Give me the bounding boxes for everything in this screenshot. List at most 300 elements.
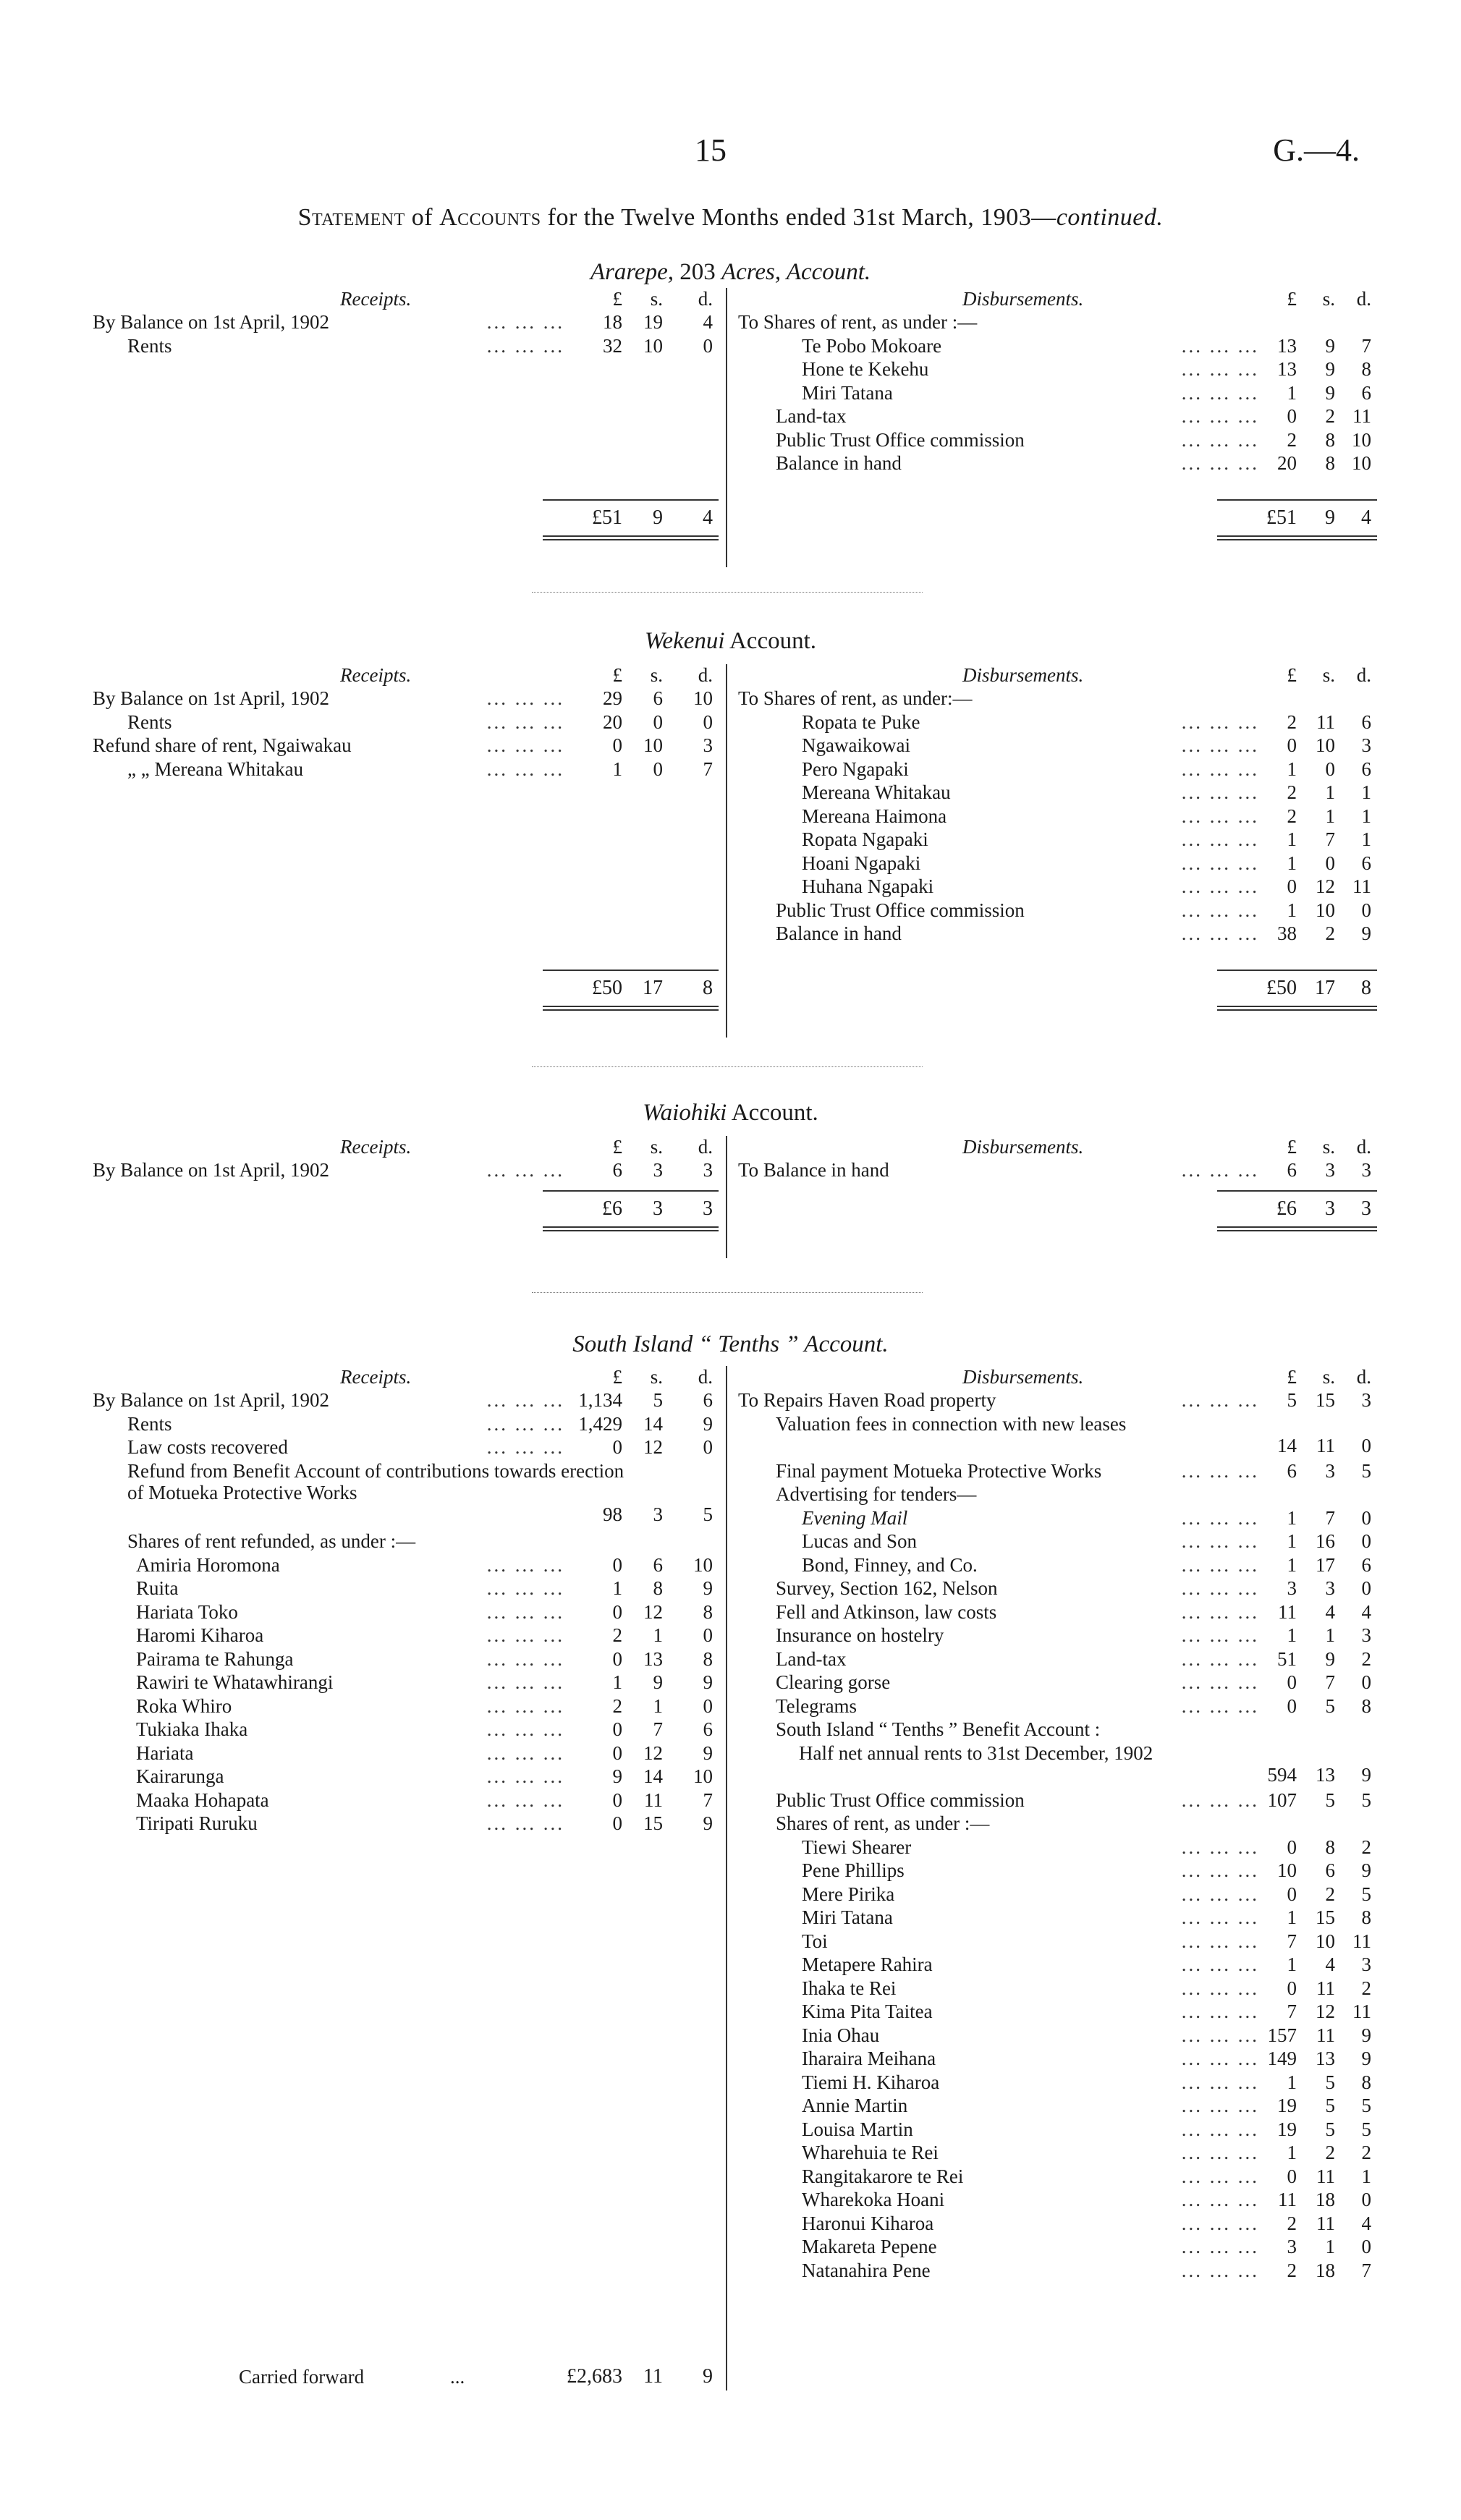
ararepe-row-pence: 6	[1361, 381, 1371, 404]
south_island-disbursement-row	[0, 1389, 1461, 1411]
south_island-disbursement-row	[0, 1930, 1461, 1952]
ararepe-disbursement-row	[0, 335, 1461, 357]
south_island-row-leader: ... ... ...	[486, 1694, 564, 1717]
ararepe-total-pounds: £51	[592, 506, 622, 529]
south-island-account-title	[0, 1331, 1461, 1358]
ararepe-disb-col-pence: d.	[1356, 288, 1371, 310]
south_island-row-label: To Repairs Haven Road property	[738, 1389, 996, 1411]
south_island-row-pence: 7	[703, 1789, 713, 1811]
south_island-disbursement-row	[0, 1953, 1461, 1975]
ararepe-row-label: Miri Tatana	[802, 381, 893, 404]
ararepe-receipts-col-pounds: £	[612, 288, 622, 310]
south_island-row-pounds: 19	[1277, 2118, 1297, 2140]
ararepe-row-pounds: 13	[1277, 358, 1297, 380]
ararepe-row-shillings: 8	[1325, 428, 1335, 451]
south_island-row-label: Tiemi H. Kiharoa	[802, 2071, 940, 2093]
waiohiki-disb-col-pounds: £	[1287, 1136, 1297, 1158]
south_island-disbursement-row	[0, 1671, 1461, 1693]
wekenui-row-shillings: 12	[1316, 875, 1335, 897]
south_island-row-label: Shares of rent, as under :—	[776, 1812, 990, 1834]
south_island-row-leader: ... ... ...	[486, 1647, 564, 1670]
wekenui-row-leader: ... ... ...	[1181, 758, 1259, 780]
ararepe-row-leader: ... ... ...	[1181, 358, 1259, 380]
ararepe-row-label: Balance in hand	[776, 452, 902, 474]
south_island-row-pounds: 0	[1287, 1694, 1297, 1717]
ararepe-total-shillings: 9	[1325, 506, 1335, 529]
ararepe-row-label: Land-tax	[776, 405, 847, 427]
ararepe-row-shillings: 2	[1325, 405, 1335, 427]
ararepe-receipts-col-shillings: s.	[650, 288, 663, 310]
south_island-disbursement-row	[0, 1554, 1461, 1576]
south_island-row-pence: 9	[703, 1741, 713, 1764]
waiohiki-disb-col-pence: d.	[1356, 1136, 1371, 1158]
south_island-row-pounds: 0	[612, 1741, 622, 1764]
wekenui-row-label: Ropata te Puke	[802, 710, 920, 733]
south_island-row-leader: ... ... ...	[486, 1412, 564, 1435]
wekenui-row-leader: ... ... ...	[486, 710, 564, 733]
south_island-row-label: Louisa Martin	[802, 2118, 913, 2140]
waiohiki-title-name: Waiohiki	[643, 1100, 727, 1126]
south_island-disbursement-row	[0, 2189, 1461, 2210]
south_island-row-pounds: 1,429	[578, 1412, 622, 1435]
waiohiki-receipts-header: Receipts.	[340, 1136, 412, 1158]
south_island-disb-col-pounds: £	[1287, 1366, 1297, 1388]
south_island-disbursement-row	[0, 1836, 1461, 1858]
south_island-row-label: Mere Pirika	[802, 1883, 895, 1905]
south_island-row-shillings: 13	[643, 1647, 663, 1670]
south_island-disbursement-row	[0, 2260, 1461, 2281]
south_island-row-label: Pene Phillips	[802, 1859, 905, 1881]
south_island-row-pounds: 6	[1287, 1459, 1297, 1482]
wekenui-disb-col-pence: d.	[1356, 664, 1371, 686]
south_island-row-shillings: 15	[643, 1812, 663, 1834]
south_island-disbursement-row	[0, 2142, 1461, 2163]
wekenui-disbursement-row	[0, 687, 1461, 709]
waiohiki-account-title	[0, 1100, 1461, 1127]
wekenui-disb-col-pounds: £	[1287, 664, 1297, 686]
south_island-row-shillings: 11	[1316, 1434, 1335, 1456]
wekenui-receipts-col-pounds: £	[612, 664, 622, 686]
south_island-row-leader: ... ... ...	[1181, 2048, 1259, 2069]
south_island-disbursement-row	[0, 1977, 1461, 1999]
south_island-row-pence: 5	[1361, 2118, 1371, 2140]
title-of-word: of	[405, 204, 440, 231]
south_island-row-pounds: 1	[1287, 1553, 1297, 1576]
south_island-row-shillings: 1	[653, 1624, 663, 1646]
wekenui-row-shillings: 0	[653, 710, 663, 733]
south_island-row-label: Valuation fees in connection with new leases	[776, 1412, 1127, 1435]
south_island-row-pence: 10	[693, 1765, 713, 1787]
wekenui-row-pence: 3	[703, 734, 713, 756]
south_island-row-shillings: 6	[1325, 1859, 1335, 1881]
south_island-row-pounds: 1	[612, 1671, 622, 1693]
south_island-row-label: Kima Pita Taitea	[802, 2001, 933, 2022]
wekenui-total-pence: 8	[1361, 976, 1371, 999]
carried-forward-leader: ...	[450, 2366, 465, 2388]
wekenui-row-pence: 9	[1361, 922, 1371, 944]
wekenui-row-pounds: 38	[1277, 922, 1297, 944]
waiohiki-total-pounds: £6	[1276, 1197, 1297, 1220]
wekenui-row-shillings: 10	[1316, 899, 1335, 921]
ararepe-row-leader: ... ... ...	[486, 311, 564, 333]
south_island-row-leader: ... ... ...	[486, 1436, 564, 1458]
south_island-row-label: South Island “ Tenths ” Benefit Account :	[776, 1718, 1101, 1740]
wekenui-total-pounds: £50	[1266, 976, 1297, 999]
south_island-row-leader: ... ... ...	[1181, 1553, 1259, 1576]
south_island-row-leader: ... ... ...	[1181, 1624, 1259, 1646]
south_island-row-shillings: 6	[653, 1553, 663, 1576]
ararepe-row-leader: ... ... ...	[486, 334, 564, 357]
south_island-disbursements-header: Disbursements.	[962, 1366, 1084, 1388]
ararepe-row-label: By Balance on 1st April, 1902	[93, 311, 329, 333]
wekenui-row-shillings: 0	[653, 758, 663, 780]
wekenui-row-leader: ... ... ...	[1181, 852, 1259, 874]
wekenui-row-pounds: 0	[1287, 734, 1297, 756]
ararepe-row-pounds: 13	[1277, 334, 1297, 357]
south_island-row-pence: 0	[1361, 1530, 1371, 1552]
south_island-row-leader: ... ... ...	[1181, 2071, 1259, 2093]
wekenui-disbursement-row	[0, 805, 1461, 827]
south_island-row-pounds: 0	[612, 1436, 622, 1458]
south_island-row-label: Ruita	[136, 1577, 179, 1599]
south_island-row-pence: 11	[1352, 2001, 1371, 2022]
south_island-disbursement-row	[0, 1812, 1461, 1834]
south_island-receipts-col-pounds: £	[612, 1366, 622, 1388]
wekenui-row-label: To Shares of rent, as under:—	[738, 687, 973, 709]
ararepe-account-title	[0, 259, 1461, 286]
south_island-row-shillings: 1	[1325, 2236, 1335, 2257]
carried-forward-pence: 9	[703, 2365, 713, 2388]
south_island-row-shillings: 15	[1316, 1389, 1335, 1411]
ararepe-title-acres-number: 203	[673, 259, 721, 285]
south_island-row-label: Refund from Benefit Account of contributions towards erection of Motueka Protective Works	[127, 1459, 624, 1503]
ararepe-row-pence: 0	[703, 334, 713, 357]
south_island-row-pence: 0	[1361, 1506, 1371, 1529]
south_island-row-pounds: 0	[1287, 1836, 1297, 1858]
south_island-row-pounds: 11	[1278, 1600, 1297, 1623]
ararepe-row-leader: ... ... ...	[1181, 334, 1259, 357]
ararepe-row-shillings: 8	[1325, 452, 1335, 474]
south_island-row-shillings: 12	[643, 1600, 663, 1623]
south_island-row-leader: ... ... ...	[486, 1600, 564, 1623]
wekenui-row-leader: ... ... ...	[486, 758, 564, 780]
ararepe-row-pounds: 1	[1287, 381, 1297, 404]
south_island-row-shillings: 12	[643, 1741, 663, 1764]
statement-title	[0, 204, 1461, 232]
wekenui-row-leader: ... ... ...	[1181, 922, 1259, 944]
south_island-row-label: Tiewi Shearer	[802, 1836, 912, 1858]
wekenui-row-shillings: 11	[1316, 710, 1335, 733]
wekenui-row-shillings: 1	[1325, 805, 1335, 827]
south_island-row-shillings: 7	[1325, 1671, 1335, 1693]
south_island-row-leader: ... ... ...	[1181, 2259, 1259, 2281]
south_island-disbursement-row	[0, 2236, 1461, 2257]
south_island-row-leader: ... ... ...	[1181, 2165, 1259, 2187]
wekenui-account-title	[0, 628, 1461, 655]
south_island-disbursement-row	[0, 1507, 1461, 1529]
south_island-row-pounds: 3	[1287, 1577, 1297, 1599]
south_island-row-label: Bond, Finney, and Co.	[802, 1553, 978, 1576]
wekenui-disbursement-row	[0, 828, 1461, 850]
wekenui-row-pence: 6	[1361, 758, 1371, 780]
south_island-row-pounds: 51	[1277, 1647, 1297, 1670]
wekenui-total-rule	[1217, 970, 1377, 971]
wekenui-row-pounds: 2	[1287, 805, 1297, 827]
ararepe-disb-col-pounds: £	[1287, 288, 1297, 310]
wekenui-row-pence: 10	[693, 687, 713, 709]
south_island-row-shillings: 15	[1316, 1906, 1335, 1928]
ararepe-total-shillings: 9	[653, 506, 663, 529]
ararepe-row-pounds: 2	[1287, 428, 1297, 451]
waiohiki-row-label: By Balance on 1st April, 1902	[93, 1159, 329, 1181]
wekenui-total-pence: 8	[703, 976, 713, 999]
south_island-row-pence: 2	[1361, 1836, 1371, 1858]
south_island-row-shillings: 5	[1325, 1694, 1335, 1717]
south_island-row-pence: 4	[1361, 1600, 1371, 1623]
wekenui-row-pence: 11	[1352, 875, 1371, 897]
south_island-row-leader: ... ... ...	[1181, 2212, 1259, 2234]
south_island-row-pence: 9	[1361, 2048, 1371, 2069]
south_island-row-shillings: 5	[1325, 1789, 1335, 1811]
ararepe-row-shillings: 9	[1325, 334, 1335, 357]
south_island-row-pence: 8	[703, 1647, 713, 1670]
south_island-row-label: Tukiaka Ihaka	[136, 1718, 248, 1740]
south_island-row-pounds: 0	[1287, 1977, 1297, 1999]
ararepe-row-label: Hone te Kekehu	[802, 358, 929, 380]
south_island-row-pence: 5	[1361, 1883, 1371, 1905]
south_island-row-pence: 9	[703, 1412, 713, 1435]
page-number: 15	[695, 132, 727, 168]
south_island-row-label: Rangitakarore te Rei	[802, 2165, 964, 2187]
carried-forward-label: Carried forward	[239, 2366, 365, 2388]
wekenui-row-pence: 6	[1361, 710, 1371, 733]
wekenui-row-shillings: 0	[1325, 758, 1335, 780]
south_island-row-shillings: 3	[1325, 1459, 1335, 1482]
south_island-disbursement-row	[0, 2048, 1461, 2069]
ararepe-disbursements-header: Disbursements.	[962, 288, 1084, 310]
south_island-row-shillings: 2	[1325, 2142, 1335, 2163]
south_island-row-label: Hariata Toko	[136, 1600, 238, 1623]
south_island-row-pence: 0	[1361, 2236, 1371, 2257]
wekenui-disbursement-row	[0, 899, 1461, 921]
south_island-row-pounds: 19	[1277, 2095, 1297, 2116]
south_island-disbursement-row	[0, 1460, 1461, 1482]
south_island-row-leader: ... ... ...	[1181, 1647, 1259, 1670]
south_island-row-pounds: 3	[1287, 2236, 1297, 2257]
waiohiki-total-pence: 3	[703, 1197, 713, 1220]
ararepe-disbursement-row	[0, 311, 1461, 333]
south_island-disbursement-row	[0, 1624, 1461, 1646]
south_island-disbursement-row	[0, 1789, 1461, 1811]
south_island-row-pounds: 149	[1267, 2048, 1297, 2069]
south_island-disbursement-row	[0, 1718, 1461, 1740]
south_island-row-label: Public Trust Office commission	[776, 1789, 1025, 1811]
wekenui-disbursement-row	[0, 875, 1461, 897]
ararepe-row-pence: 7	[1361, 334, 1371, 357]
south_island-row-shillings: 5	[1325, 2071, 1335, 2093]
wekenui-row-pounds: 29	[603, 687, 622, 709]
south_island-row-pounds: 14	[1277, 1434, 1297, 1456]
wekenui-title-suffix: Account.	[724, 628, 817, 654]
south_island-row-label: Evening Mail	[802, 1506, 908, 1529]
wekenui-disbursement-row	[0, 758, 1461, 780]
south_island-row-pence: 9	[703, 1812, 713, 1834]
ararepe-total-double-rule	[543, 535, 719, 540]
title-statement-word: Statement	[297, 204, 405, 231]
waiohiki-row-label: To Balance in hand	[738, 1159, 889, 1181]
wekenui-total-shillings: 17	[1315, 976, 1335, 999]
south_island-row-pounds: 1	[1287, 1506, 1297, 1529]
south_island-row-shillings: 16	[1316, 1530, 1335, 1552]
south_island-row-leader: ... ... ...	[1181, 2189, 1259, 2210]
ararepe-total-pence: 4	[1361, 506, 1371, 529]
south_island-row-leader: ... ... ...	[1181, 1389, 1259, 1411]
ararepe-row-label: Rents	[127, 334, 172, 357]
south_island-row-pence: 0	[1361, 1577, 1371, 1599]
south_island-disbursement-row	[0, 1695, 1461, 1717]
south_island-disbursement-row	[0, 2165, 1461, 2187]
south_island-row-pounds: 1	[612, 1577, 622, 1599]
ararepe-disbursement-row	[0, 358, 1461, 380]
south_island-row-pounds: 9	[612, 1765, 622, 1787]
wekenui-row-label: Rents	[127, 710, 172, 733]
south_island-row-shillings: 13	[1316, 1763, 1335, 1786]
ararepe-disbursement-row	[0, 452, 1461, 474]
south_island-row-pounds: 0	[612, 1600, 622, 1623]
south_island-row-pence: 9	[703, 1671, 713, 1693]
south_island-row-shillings: 12	[1316, 2001, 1335, 2022]
waiohiki-row-shillings: 3	[653, 1159, 663, 1181]
waiohiki-total-shillings: 3	[653, 1197, 663, 1220]
carried-forward-row	[0, 2366, 1461, 2388]
waiohiki-total-rule	[1217, 1190, 1377, 1192]
south_island-row-pence: 8	[703, 1600, 713, 1623]
ararepe-row-label: To Shares of rent, as under :—	[738, 311, 978, 333]
wekenui-disbursement-row	[0, 734, 1461, 756]
waiohiki-row-pence: 3	[703, 1159, 713, 1181]
ararepe-total-pence: 4	[703, 506, 713, 529]
ararepe-row-shillings: 9	[1325, 381, 1335, 404]
south_island-row-pounds: 157	[1267, 2024, 1297, 2046]
south_island-row-label: Rents	[127, 1412, 172, 1435]
wekenui-row-shillings: 1	[1325, 781, 1335, 803]
waiohiki-total-pence: 3	[1361, 1197, 1371, 1220]
waiohiki-total-shillings: 3	[1325, 1197, 1335, 1220]
waiohiki-receipts-col-shillings: s.	[650, 1136, 663, 1158]
wekenui-row-pence: 1	[1361, 805, 1371, 827]
south_island-row-shillings: 9	[1325, 1647, 1335, 1670]
south_island-row-leader: ... ... ...	[1181, 1906, 1259, 1928]
south_island-disb-col-shillings: s.	[1322, 1366, 1335, 1388]
south_island-disbursement-row	[0, 1601, 1461, 1623]
wekenui-disbursement-row	[0, 711, 1461, 733]
ararepe-title-name: Ararepe,	[590, 259, 674, 285]
south_island-row-shillings: 14	[643, 1765, 663, 1787]
south_island-row-label: Amiria Horomona	[136, 1553, 280, 1576]
south_island-row-shillings: 13	[1316, 2048, 1335, 2069]
south_island-disbursement-row	[0, 2213, 1461, 2234]
south_island-row-label: Hariata	[136, 1741, 194, 1764]
south_island-row-pence: 3	[1361, 1389, 1371, 1411]
wekenui-disb-col-shillings: s.	[1322, 664, 1335, 686]
ararepe-disbursement-row	[0, 429, 1461, 451]
south_island-row-shillings: 5	[653, 1389, 663, 1411]
south_island-row-pence: 2	[1361, 1977, 1371, 1999]
south_island-row-leader: ... ... ...	[1181, 1506, 1259, 1529]
south_island-row-label: Iharaira Meihana	[802, 2048, 936, 2069]
wekenui-row-shillings: 10	[1316, 734, 1335, 756]
south_island-row-label: Survey, Section 162, Nelson	[776, 1577, 998, 1599]
south_island-row-leader: ... ... ...	[1181, 1459, 1259, 1482]
south_island-row-leader: ... ... ...	[1181, 1694, 1259, 1717]
south_island-row-shillings: 1	[1325, 1624, 1335, 1646]
south_island-row-pounds: 0	[612, 1553, 622, 1576]
wekenui-row-shillings: 2	[1325, 922, 1335, 944]
south_island-row-label: Fell and Atkinson, law costs	[776, 1600, 997, 1623]
south_island-row-pounds: 0	[612, 1647, 622, 1670]
wekenui-receipts-col-shillings: s.	[650, 664, 663, 686]
south_island-row-leader: ... ... ...	[486, 1671, 564, 1693]
south_island-row-label: Pairama te Rahunga	[136, 1647, 294, 1670]
ararepe-disbursement-row	[0, 382, 1461, 404]
ararepe-total-pounds: £51	[1266, 506, 1297, 529]
south_island-row-shillings: 11	[644, 1789, 663, 1811]
south_island-row-pence: 9	[1361, 2024, 1371, 2046]
south_island-row-leader: ... ... ...	[1181, 2236, 1259, 2257]
south_island-row-leader: ... ... ...	[1181, 1577, 1259, 1599]
waiohiki-row-leader: ... ... ...	[1181, 1159, 1259, 1181]
ararepe-row-pounds: 20	[1277, 452, 1297, 474]
wekenui-row-label: Ngawaikowai	[802, 734, 910, 756]
wekenui-row-label: Pero Ngapaki	[802, 758, 909, 780]
wekenui-row-leader: ... ... ...	[1181, 805, 1259, 827]
south_island-row-pence: 2	[1361, 1647, 1371, 1670]
south_island-row-pounds: 1	[1287, 1906, 1297, 1928]
south_island-row-shillings: 4	[1325, 1600, 1335, 1623]
waiohiki-receipts-col-pence: d.	[698, 1136, 713, 1158]
wekenui-total-rule	[543, 970, 719, 971]
title-period: for the Twelve Months ended 31st March, 1903—	[541, 204, 1056, 231]
ararepe-row-leader: ... ... ...	[1181, 428, 1259, 451]
south_island-row-pounds: 0	[612, 1718, 622, 1740]
south_island-row-shillings: 12	[643, 1436, 663, 1458]
south_island-row-pence: 0	[1361, 1434, 1371, 1456]
wekenui-row-label: Mereana Whitakau	[802, 781, 951, 803]
wekenui-row-leader: ... ... ...	[1181, 875, 1259, 897]
south_island-row-leader: ... ... ...	[486, 1741, 564, 1764]
south_island-disb-col-pence: d.	[1356, 1366, 1371, 1388]
south_island-row-pence: 11	[1352, 1930, 1371, 1952]
south_island-row-leader: ... ... ...	[1181, 1930, 1259, 1952]
south_island-row-pounds: 107	[1267, 1789, 1297, 1811]
ararepe-disb-col-shillings: s.	[1322, 288, 1335, 310]
south_island-row-label: Metapere Rahira	[802, 1953, 933, 1975]
ararepe-row-pence: 4	[703, 311, 713, 333]
south_island-row-leader: ... ... ...	[486, 1789, 564, 1811]
south_island-row-label: Advertising for tenders—	[776, 1483, 977, 1505]
wekenui-row-pounds: 2	[1287, 781, 1297, 803]
south_island-row-pounds: 1	[1287, 2142, 1297, 2163]
south_island-row-label: Ihaka te Rei	[802, 1977, 897, 1999]
south_island-row-label: Miri Tatana	[802, 1906, 893, 1928]
south_island-row-pounds: 7	[1287, 2001, 1297, 2022]
south_island-row-label: Final payment Motueka Protective Works	[776, 1459, 1102, 1482]
south_island-row-label: Haromi Kiharoa	[136, 1624, 264, 1646]
wekenui-total-double-rule	[1217, 1006, 1377, 1011]
south_island-row-label: Toi	[802, 1930, 828, 1952]
south_island-row-label: Telegrams	[776, 1694, 857, 1717]
south_island-row-pence: 8	[1361, 1906, 1371, 1928]
